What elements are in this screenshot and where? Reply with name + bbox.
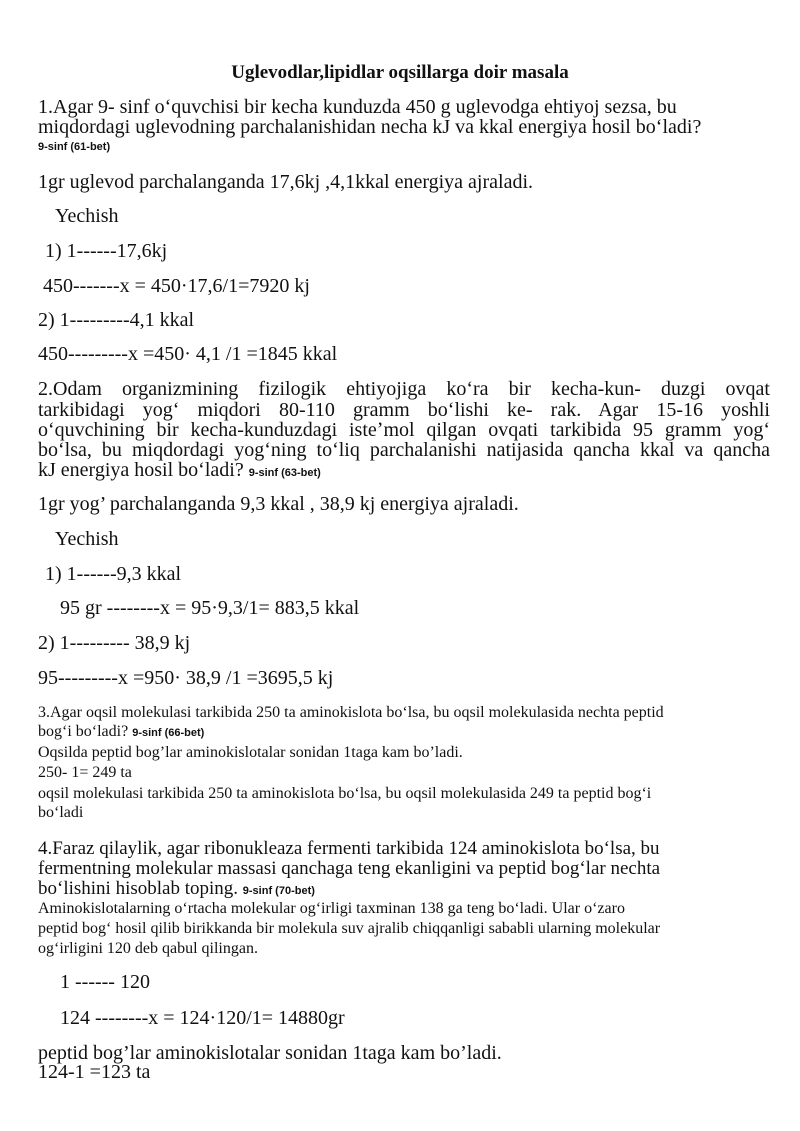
problem2-text-line: 2.Odam organizmining fizilogik ehtiyojiga koʻra bir kecha-kun- duzgi ovqat bbox=[38, 378, 770, 400]
problem2-reference: 9-sinf (63-bet) bbox=[248, 467, 321, 479]
problem3-question-end: bogʻi boʻladi? bbox=[38, 723, 129, 740]
problem1-step: 450---------x =450· 4,1 /1 =1845 kkal bbox=[38, 343, 338, 365]
problem3-reference: 9-sinf (66-bet) bbox=[132, 727, 205, 739]
problem1-solution-label: Yechish bbox=[55, 205, 119, 227]
problem1-step: 1) 1------17,6kj bbox=[45, 240, 168, 262]
problem4-question-end: boʻlishini hisoblab toping. bbox=[38, 878, 239, 899]
problem1-reference: 9-sinf (61-bet) bbox=[38, 141, 111, 153]
problem2-step: 2) 1--------- 38,9 kj bbox=[38, 632, 191, 654]
problem4-text-line bbox=[38, 879, 315, 898]
document-title: Uglevodlar,lipidlar oqsillarga doir masala bbox=[231, 62, 569, 83]
problem4-info-line: ogʻirligini 120 deb qabul qilingan. bbox=[38, 940, 258, 957]
problem1-step: 2) 1---------4,1 kkal bbox=[38, 309, 195, 331]
problem1-fact: 1gr uglevod parchalanganda 17,6kj ,4,1kkal energiya ajraladi. bbox=[38, 171, 534, 193]
problem3-answer-line: 250- 1= 249 ta bbox=[38, 764, 132, 781]
problem3-answer-line: oqsil molekulasi tarkibida 250 ta aminokislota boʻlsa, bu oqsil molekulasida 249 ta peptid bogʻi bbox=[38, 785, 652, 802]
problem4-info-line: Aminokislotalarning oʻrtacha molekular ogʻirligi taxminan 138 ga teng boʻladi. Ular oʻzaro bbox=[38, 900, 625, 917]
problem3-text-line: 3.Agar oqsil molekulasi tarkibida 250 ta aminokislota boʻlsa, bu oqsil molekulasida nechta peptid bbox=[38, 704, 664, 721]
problem3-text-line bbox=[38, 724, 204, 740]
problem2-text-line: oʻquvchining bir kecha-kunduzdagi isteʼmol qilgan ovqati tarkibida 95 gramm yogʻ bbox=[38, 419, 770, 441]
problem2-text-line: tarkibidagi yogʻ miqdori 80-110 gramm boʻlishi ke- rak. Agar 15-16 yoshli bbox=[38, 399, 770, 421]
problem4-answer-line: peptid bog’lar aminokislotalar sonidan 1taga kam bo’ladi. bbox=[38, 1042, 502, 1064]
problem1-step: 450-------x = 450·17,6/1=7920 kj bbox=[43, 275, 310, 297]
problem1-text-line: miqdordagi uglevodning parchalanishidan necha kJ va kkal energiya hosil boʻladi? bbox=[38, 116, 702, 138]
problem2-solution-label: Yechish bbox=[55, 528, 119, 550]
problem2-step: 1) 1------9,3 kkal bbox=[45, 563, 182, 585]
problem1-text-line: 1.Agar 9- sinf oʻquvchisi bir kecha kunduzda 450 g uglevodga ehtiyoj sezsa, bu bbox=[38, 96, 677, 118]
problem3-answer-line: Oqsilda peptid bog’lar aminokislotalar sonidan 1taga kam bo’ladi. bbox=[38, 744, 463, 761]
problem4-step: 1 ------ 120 bbox=[60, 971, 150, 993]
problem4-reference: 9-sinf (70-bet) bbox=[242, 885, 315, 897]
problem4-text-line: 4.Faraz qilaylik, agar ribonukleaza fermenti tarkibida 124 aminokislota boʻlsa, bu bbox=[38, 838, 660, 859]
problem2-text-line bbox=[38, 460, 321, 480]
problem4-info-line: peptid bogʻ hosil qilib birikkanda bir molekula suv ajralib chiqqanligi sababli ularning molekular bbox=[38, 920, 661, 937]
problem2-question-end: kJ energiya hosil boʻladi? bbox=[38, 459, 244, 481]
problem4-text-line: fermentning molekular massasi qanchaga teng ekanligini va peptid bogʻlar nechta bbox=[38, 858, 661, 879]
problem2-step: 95 gr --------x = 95·9,3/1= 883,5 kkal bbox=[60, 597, 360, 619]
problem4-step: 124 --------x = 124·120/1= 14880gr bbox=[60, 1007, 345, 1029]
problem3-answer-line: boʻladi bbox=[38, 804, 84, 821]
problem2-text-line: boʻlsa, bu miqdordagi yogʻning toʻliq parchalanishi natijasida qancha kkal va qancha bbox=[38, 439, 770, 461]
problem4-answer-line: 124-1 =123 ta bbox=[38, 1061, 151, 1083]
problem2-step: 95---------x =950· 38,9 /1 =3695,5 kj bbox=[38, 667, 334, 689]
problem2-fact: 1gr yog’ parchalanganda 9,3 kkal , 38,9 kj energiya ajraladi. bbox=[38, 493, 519, 515]
